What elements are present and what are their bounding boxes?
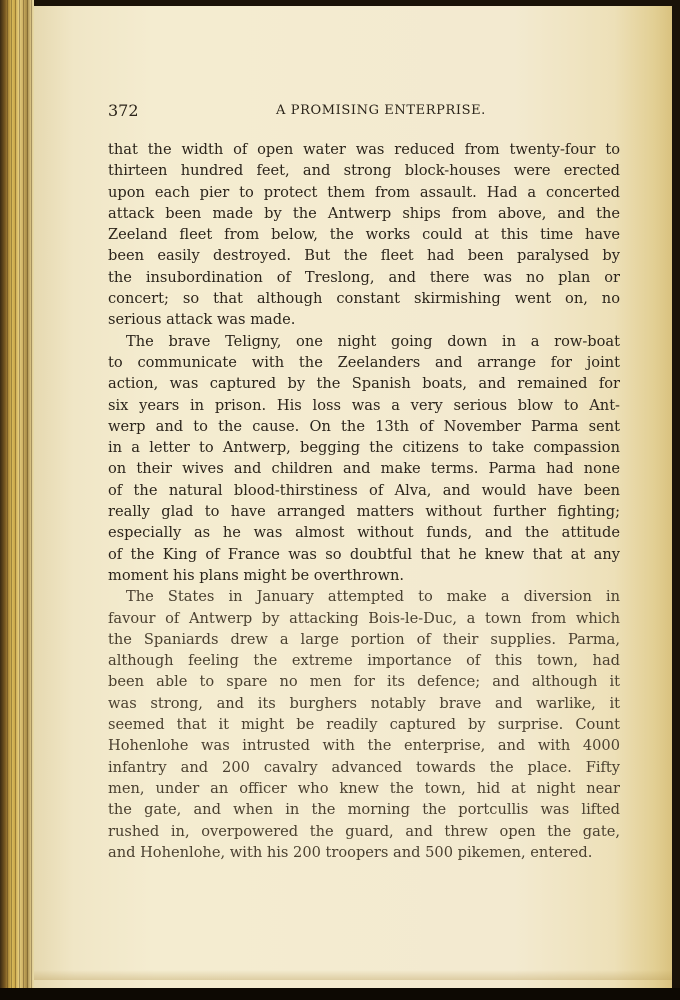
text-line: action, was captured by the Spanish boats, and remained for — [108, 375, 620, 393]
text-line: The States in January attempted to make a diversion in — [126, 588, 620, 606]
scan-bottom-edge — [0, 988, 680, 1000]
text-line: to communicate with the Zeelanders and arrange for joint — [108, 353, 620, 371]
paragraph — [108, 139, 620, 331]
text-line: been easily destroyed. But the fleet had been paralysed by — [108, 247, 620, 265]
text-line: concert; so that although constant skirmishing went on, no — [108, 290, 620, 308]
paragraph — [108, 586, 620, 863]
paragraph — [108, 331, 620, 587]
text-line: Zeeland fleet from below, the works could at this time have — [108, 226, 620, 244]
text-line: seemed that it might be readily captured by surprise. Count — [108, 716, 620, 734]
page-number: 372 — [108, 101, 139, 120]
text-line: was strong, and its burghers notably brave and warlike, it — [108, 694, 620, 712]
text-line: thirteen hundred feet, and strong block-houses were erected — [108, 162, 620, 180]
text-line: on their wives and children and make terms. Parma had none — [108, 460, 620, 478]
text-line: men, under an officer who knew the town, hid at night near — [108, 779, 620, 797]
text-line: serious attack was made. — [108, 311, 296, 329]
text-line: The brave Teligny, one night going down in a row-boat — [126, 332, 620, 350]
text-line: and Hohenlohe, with his 200 troopers and 500 pikemen, entered. — [108, 843, 593, 861]
text-line: been able to spare no men for its defence; and although it — [108, 673, 620, 691]
body-text — [108, 139, 620, 863]
text-line: of the King of France was so doubtful that he knew that at any — [108, 545, 620, 563]
text-line: infantry and 200 cavalry advanced towards the place. Fifty — [108, 758, 620, 776]
text-line: that the width of open water was reduced from twenty-four to — [108, 141, 620, 158]
text-line: although feeling the extreme importance of this town, had — [108, 652, 620, 670]
text-line: werp and to the cause. On the 13th of November Parma sent — [108, 417, 620, 435]
text-line: really glad to have arranged matters without further fighting; — [108, 503, 620, 521]
text-line: in a letter to Antwerp, begging the citizens to take compassion — [108, 439, 620, 457]
text-line: the insubordination of Treslong, and there was no plan or — [108, 268, 620, 286]
text-line: six years in prison. His loss was a very serious blow to Ant- — [108, 396, 620, 414]
text-line: attack been made by the Antwerp ships from above, and the — [108, 204, 620, 222]
text-line: Hohenlohe was intrusted with the enterprise, and with 4000 — [108, 737, 620, 755]
text-line: rushed in, overpowered the guard, and threw open the gate, — [108, 822, 620, 840]
text-line: moment his plans might be overthrown. — [108, 566, 405, 584]
text-line: especially as he was almost without funds, and the attitude — [108, 524, 620, 542]
text-line: the Spaniards drew a large portion of their supplies. Parma, — [108, 630, 620, 648]
text-line: of the natural blood-thirstiness of Alva, and would have been — [108, 481, 620, 499]
page-edges — [4, 0, 32, 1000]
page-header — [108, 101, 618, 125]
text-line: the gate, and when in the morning the portcullis was lifted — [108, 801, 620, 819]
text-line: favour of Antwerp by attacking Bois-le-Duc, a town from which — [108, 609, 620, 627]
text-line: upon each pier to protect them from assault. Had a concerted — [108, 183, 620, 201]
running-head: A PROMISING ENTERPRISE. — [276, 103, 486, 118]
